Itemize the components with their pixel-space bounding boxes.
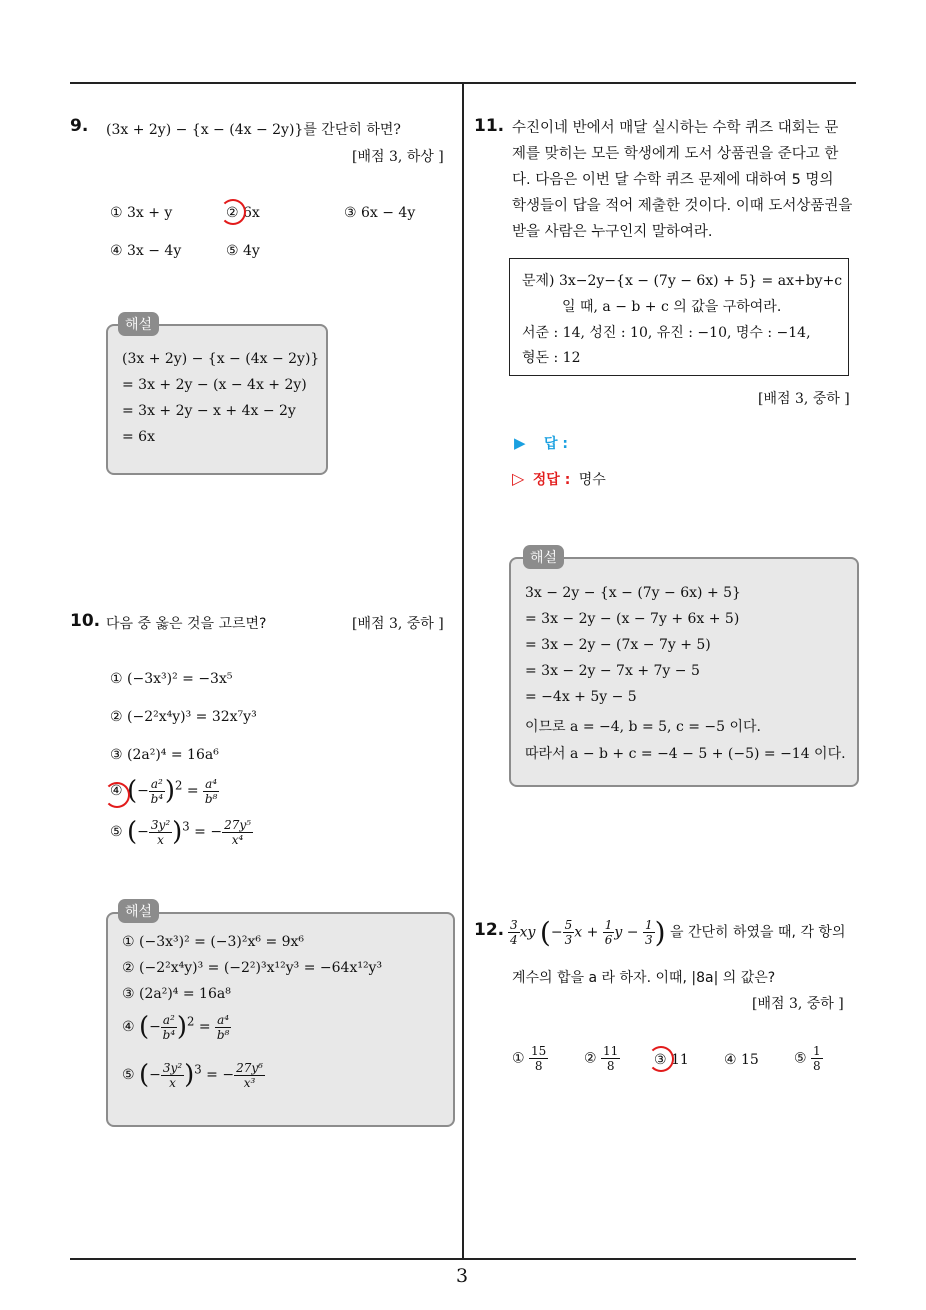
q11-problem-line: 형돈 : 12 xyxy=(522,350,581,366)
q10-sol-line: ② (−2²x⁴y)³ = (−2²)³x¹²y³ = −64x¹²y³ xyxy=(122,960,383,976)
q9-sol-line: (3x + 2y) − {x − (4x − 2y)} xyxy=(122,351,320,367)
q12-question: $\frac{3}{4}$ xy (− $\frac{5}{3}$ x + $\frac{1}{6}$ y − $\frac{1}{3}$ ) 을 간단히 하였을 때, 각 항의 xyxy=(510,916,846,949)
page-number: 3 xyxy=(456,1265,469,1287)
q10-sol-line-5: ⑤ (− $\frac{\text{3y²}}{x}$ )$^3$ = − $\frac{\text{27y⁶}}{\text{x³}}$ xyxy=(122,1060,263,1090)
q12-question-tail: 을 간단히 하였을 때, 각 항의 xyxy=(670,924,846,941)
q9-solution-tag: 해설 xyxy=(118,312,159,336)
q11-problem-line: 문제) 3x−2y−{x − (7y − 6x) + 5} = ax+by+c xyxy=(522,273,843,289)
q11-para-line: 다. 다음은 이번 달 수학 퀴즈 문제에 대하여 5 명의 xyxy=(512,172,834,188)
q11-solution-tag: 해설 xyxy=(523,545,564,569)
q12-score: [배점 3, 중하 ] xyxy=(752,996,844,1012)
q12-answer-mark xyxy=(648,1046,674,1072)
q10-choice-2[interactable]: ② (−2²x⁴y)³ = 32x⁷y³ xyxy=(110,709,257,725)
q10-choice-3[interactable]: ③ (2a²)⁴ = 16a⁶ xyxy=(110,747,219,763)
q11-para-line: 수진이네 반에서 매달 실시하는 수학 퀴즈 대회는 문 xyxy=(512,120,839,136)
column-divider xyxy=(462,82,464,1260)
q11-sol-line: = −4x + 5y − 5 xyxy=(525,689,637,705)
q12-choice-1[interactable]: ① $\frac{15}{8}$ xyxy=(512,1044,547,1073)
q11-problem-line: 일 때, a − b + c 의 값을 구하여라. xyxy=(562,299,782,315)
q10-question: 다음 중 옳은 것을 고르면? xyxy=(106,616,267,632)
q9-solution-box xyxy=(106,324,328,475)
q9-sol-line: = 6x xyxy=(122,429,155,445)
q10-sol-line: ③ (2a²)⁴ = 16a⁸ xyxy=(122,986,231,1002)
q10-sol-line-4-num: ④ xyxy=(122,1019,135,1035)
play-icon: ▶ xyxy=(514,434,526,452)
q9-choice-3[interactable]: ③ 6x − 4y xyxy=(344,205,416,221)
q11-sol-line: 3x − 2y − {x − (7y − 6x) + 5} xyxy=(525,585,741,601)
q10-sol-line-5-num: ⑤ xyxy=(122,1067,135,1083)
q9-number: 9. xyxy=(70,116,89,136)
q10-number: 10. xyxy=(70,611,101,631)
q11-problem-box xyxy=(509,258,849,376)
q12-choice-3[interactable]: ③ 11 xyxy=(654,1052,689,1068)
q10-choice-1[interactable]: ① (−3x³)² = −3x⁵ xyxy=(110,671,233,687)
q9-choice-5[interactable]: ⑤ 4y xyxy=(226,243,260,259)
q11-sol-line: = 3x − 2y − 7x + 7y − 5 xyxy=(525,663,700,679)
q10-choice-4-num: ④ xyxy=(110,783,123,799)
q12-line2: 계수의 합을 a 라 하자. 이때, |8a| 의 값은? xyxy=(512,970,776,986)
q10-sol-line: ① (−3x³)² = (−3)²x⁶ = 9x⁶ xyxy=(122,934,305,950)
q11-answer-row[interactable] xyxy=(514,433,568,453)
q11-score: [배점 3, 중하 ] xyxy=(758,391,850,407)
q11-number: 11. xyxy=(474,116,505,136)
q11-solution-box xyxy=(509,557,859,787)
q10-solution-box xyxy=(106,912,455,1127)
q11-sol-line: 따라서 a − b + c = −4 − 5 + (−5) = −14 이다. xyxy=(525,746,846,762)
q12-choice-2-num: ② xyxy=(584,1050,597,1067)
q9-question: (3x + 2y) − {x − (4x − 2y)}를 간단히 하면? xyxy=(106,122,401,138)
q11-paragraph xyxy=(512,115,852,245)
q11-correct-value: 명수 xyxy=(578,472,606,488)
q10-choice-4[interactable]: ④ (− $\frac{\text{a²}}{\text{b⁴}}$ )$^2$ = $\frac{\text{a⁴}}{\text{b⁸}}$ xyxy=(110,776,218,806)
q12-choice-4[interactable]: ④ 15 xyxy=(724,1052,759,1068)
q11-answer-label: 답 : xyxy=(544,436,568,452)
q11-correct-label: 정답 : xyxy=(532,472,571,488)
q10-choice-5[interactable]: ⑤ (− $\frac{\text{3y²}}{x}$ )$^3$ = − $\frac{\text{27y⁵}}{\text{x⁴}}$ xyxy=(110,817,251,847)
q10-choice-5-num: ⑤ xyxy=(110,824,123,840)
q11-correct-row xyxy=(512,469,606,489)
q10-sol-line-4: ④ (− $\frac{\text{a²}}{\text{b⁴}}$ )$^2$ = $\frac{\text{a⁴}}{\text{b⁸}}$ xyxy=(122,1012,230,1042)
q11-problem-line: 서준 : 14, 성진 : 10, 유진 : −10, 명수 : −14, xyxy=(522,325,811,341)
q9-choice-1[interactable]: ① 3x + y xyxy=(110,205,173,221)
q9-answer-mark xyxy=(220,199,246,225)
q9-sol-line: = 3x + 2y − (x − 4x + 2y) xyxy=(122,377,307,393)
q12-choice-2[interactable]: ② $\frac{11}{8}$ xyxy=(584,1044,619,1073)
q12-choice-5[interactable]: ⑤ $\frac{1}{8}$ xyxy=(794,1044,821,1073)
q12-number: 12. xyxy=(474,920,505,940)
q12-choice-1-num: ① xyxy=(512,1050,525,1067)
bottom-rule xyxy=(70,1258,856,1260)
q11-para-line: 제를 맞히는 모든 학생에게 도서 상품권을 준다고 한 xyxy=(512,146,839,162)
outline-play-icon: ▷ xyxy=(512,469,525,488)
q10-score: [배점 3, 중하 ] xyxy=(352,616,444,632)
q10-solution-tag: 해설 xyxy=(118,899,159,923)
q10-answer-mark xyxy=(104,782,130,808)
q9-sol-line: = 3x + 2y − x + 4x − 2y xyxy=(122,403,296,419)
q11-para-line: 학생들이 답을 적어 제출한 것이다. 이때 도서상품권을 xyxy=(512,198,853,214)
q11-sol-line: 이므로 a = −4, b = 5, c = −5 이다. xyxy=(525,719,761,735)
q11-sol-line: = 3x − 2y − (7x − 7y + 5) xyxy=(525,637,711,653)
q12-choice-5-num: ⑤ xyxy=(794,1050,807,1067)
q9-choice-4[interactable]: ④ 3x − 4y xyxy=(110,243,182,259)
q9-choice-2[interactable]: ② 6x xyxy=(226,205,260,221)
q11-para-line: 받을 사람은 누구인지 말하여라. xyxy=(512,224,713,240)
q11-sol-line: = 3x − 2y − (x − 7y + 6x + 5) xyxy=(525,611,740,627)
q9-score: [배점 3, 하상 ] xyxy=(352,149,444,165)
